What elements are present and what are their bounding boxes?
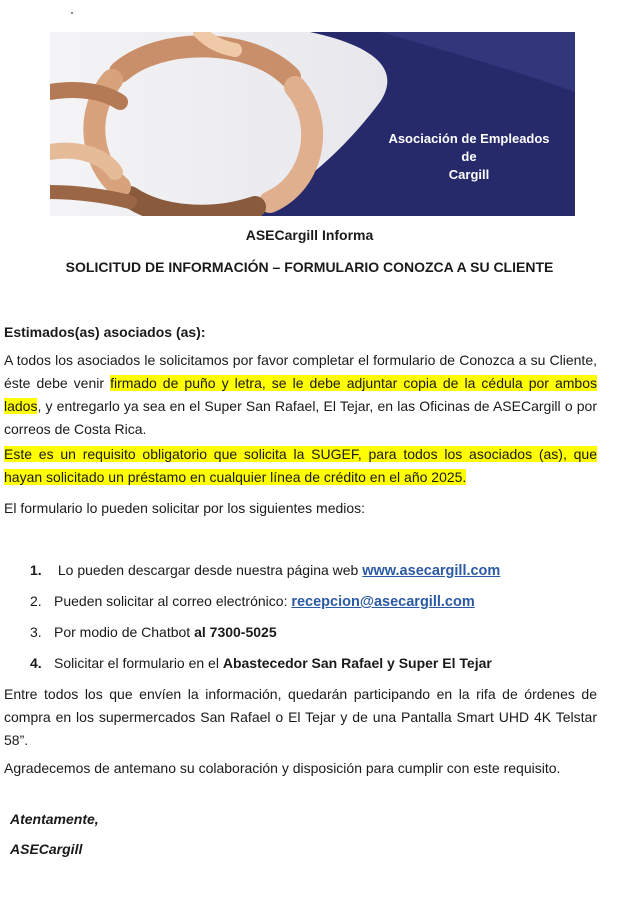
list-item-4	[30, 653, 492, 673]
list-item-1	[30, 560, 500, 581]
paragraph-request-b: , y entregarlo ya sea en el Super San Rafael, El Tejar, en las Oficinas de ASECargill o por correos de Costa Rica.	[4, 398, 597, 437]
chatbot-number: al 7300-5025	[194, 624, 277, 640]
list-text-2: Pueden solicitar al correo electrónico:	[54, 593, 292, 609]
hands-circle-image	[50, 32, 575, 216]
paragraph-request	[4, 349, 597, 441]
list-item-2	[30, 591, 475, 612]
paragraph-request-a: A todos los asociados le solicitamos por favor completar el formulario de Conozca a su Cliente, éste debe venir	[4, 352, 597, 391]
list-text-1: Lo pueden descargar desde nuestra página web	[54, 562, 363, 578]
list-number-3: 3.	[30, 624, 42, 640]
list-number-1: 1.	[30, 562, 42, 578]
list-number-4: 4.	[30, 655, 42, 671]
paragraph-raffle: Entre todos los que envíen la información, quedarán participando en la rifa de órdenes de compra en los supermercados San Rafael o El Tejar y de una Pantalla Smart UHD 4K Telstar 58”.	[4, 686, 597, 748]
banner-caption	[380, 130, 558, 184]
list-item-3	[30, 622, 277, 642]
banner-line-1: Asociación de Empleados de	[388, 131, 550, 164]
email-link[interactable]: recepcion@asecargill.com	[291, 594, 475, 610]
subject-heading: SOLICITUD DE INFORMACIÓN – FORMULARIO CONOZCA A SU CLIENTE	[65, 259, 554, 275]
paragraph-sugef	[4, 443, 597, 489]
list-text-4: Solicitar el formulario en el	[54, 655, 223, 671]
paragraph-thanks: Agradecemos de antemano su colaboración y disposición para cumplir con este requisito.	[4, 760, 561, 776]
header-banner	[50, 32, 575, 216]
page-dot	[71, 12, 73, 14]
signature: ASECargill	[10, 841, 83, 857]
list-number-2: 2.	[30, 593, 42, 609]
paragraph-request-highlight: firmado de puño y letra, se le debe adjuntar copia de la cédula por ambos lados	[4, 375, 597, 414]
store-names: Abastecedor San Rafael y Super El Tejar	[222, 655, 492, 671]
paragraph-sugef-highlight: Este es un requisito obligatorio que solicita la SUGEF, para todos los asociados (as), que hayan solicitado un préstamo en cualquier línea de crédito en el año 2025.	[4, 446, 597, 485]
website-link[interactable]: www.asecargill.com	[362, 563, 501, 579]
paragraph-means: El formulario lo pueden solicitar por los siguientes medios:	[4, 500, 366, 516]
list-text-3: Por modio de Chatbot	[54, 624, 195, 640]
greeting: Estimados(as) asociados (as):	[4, 324, 206, 340]
informa-heading: ASECargill Informa	[245, 227, 374, 243]
closing: Atentamente,	[10, 811, 99, 827]
banner-line-2: Cargill	[448, 167, 490, 182]
